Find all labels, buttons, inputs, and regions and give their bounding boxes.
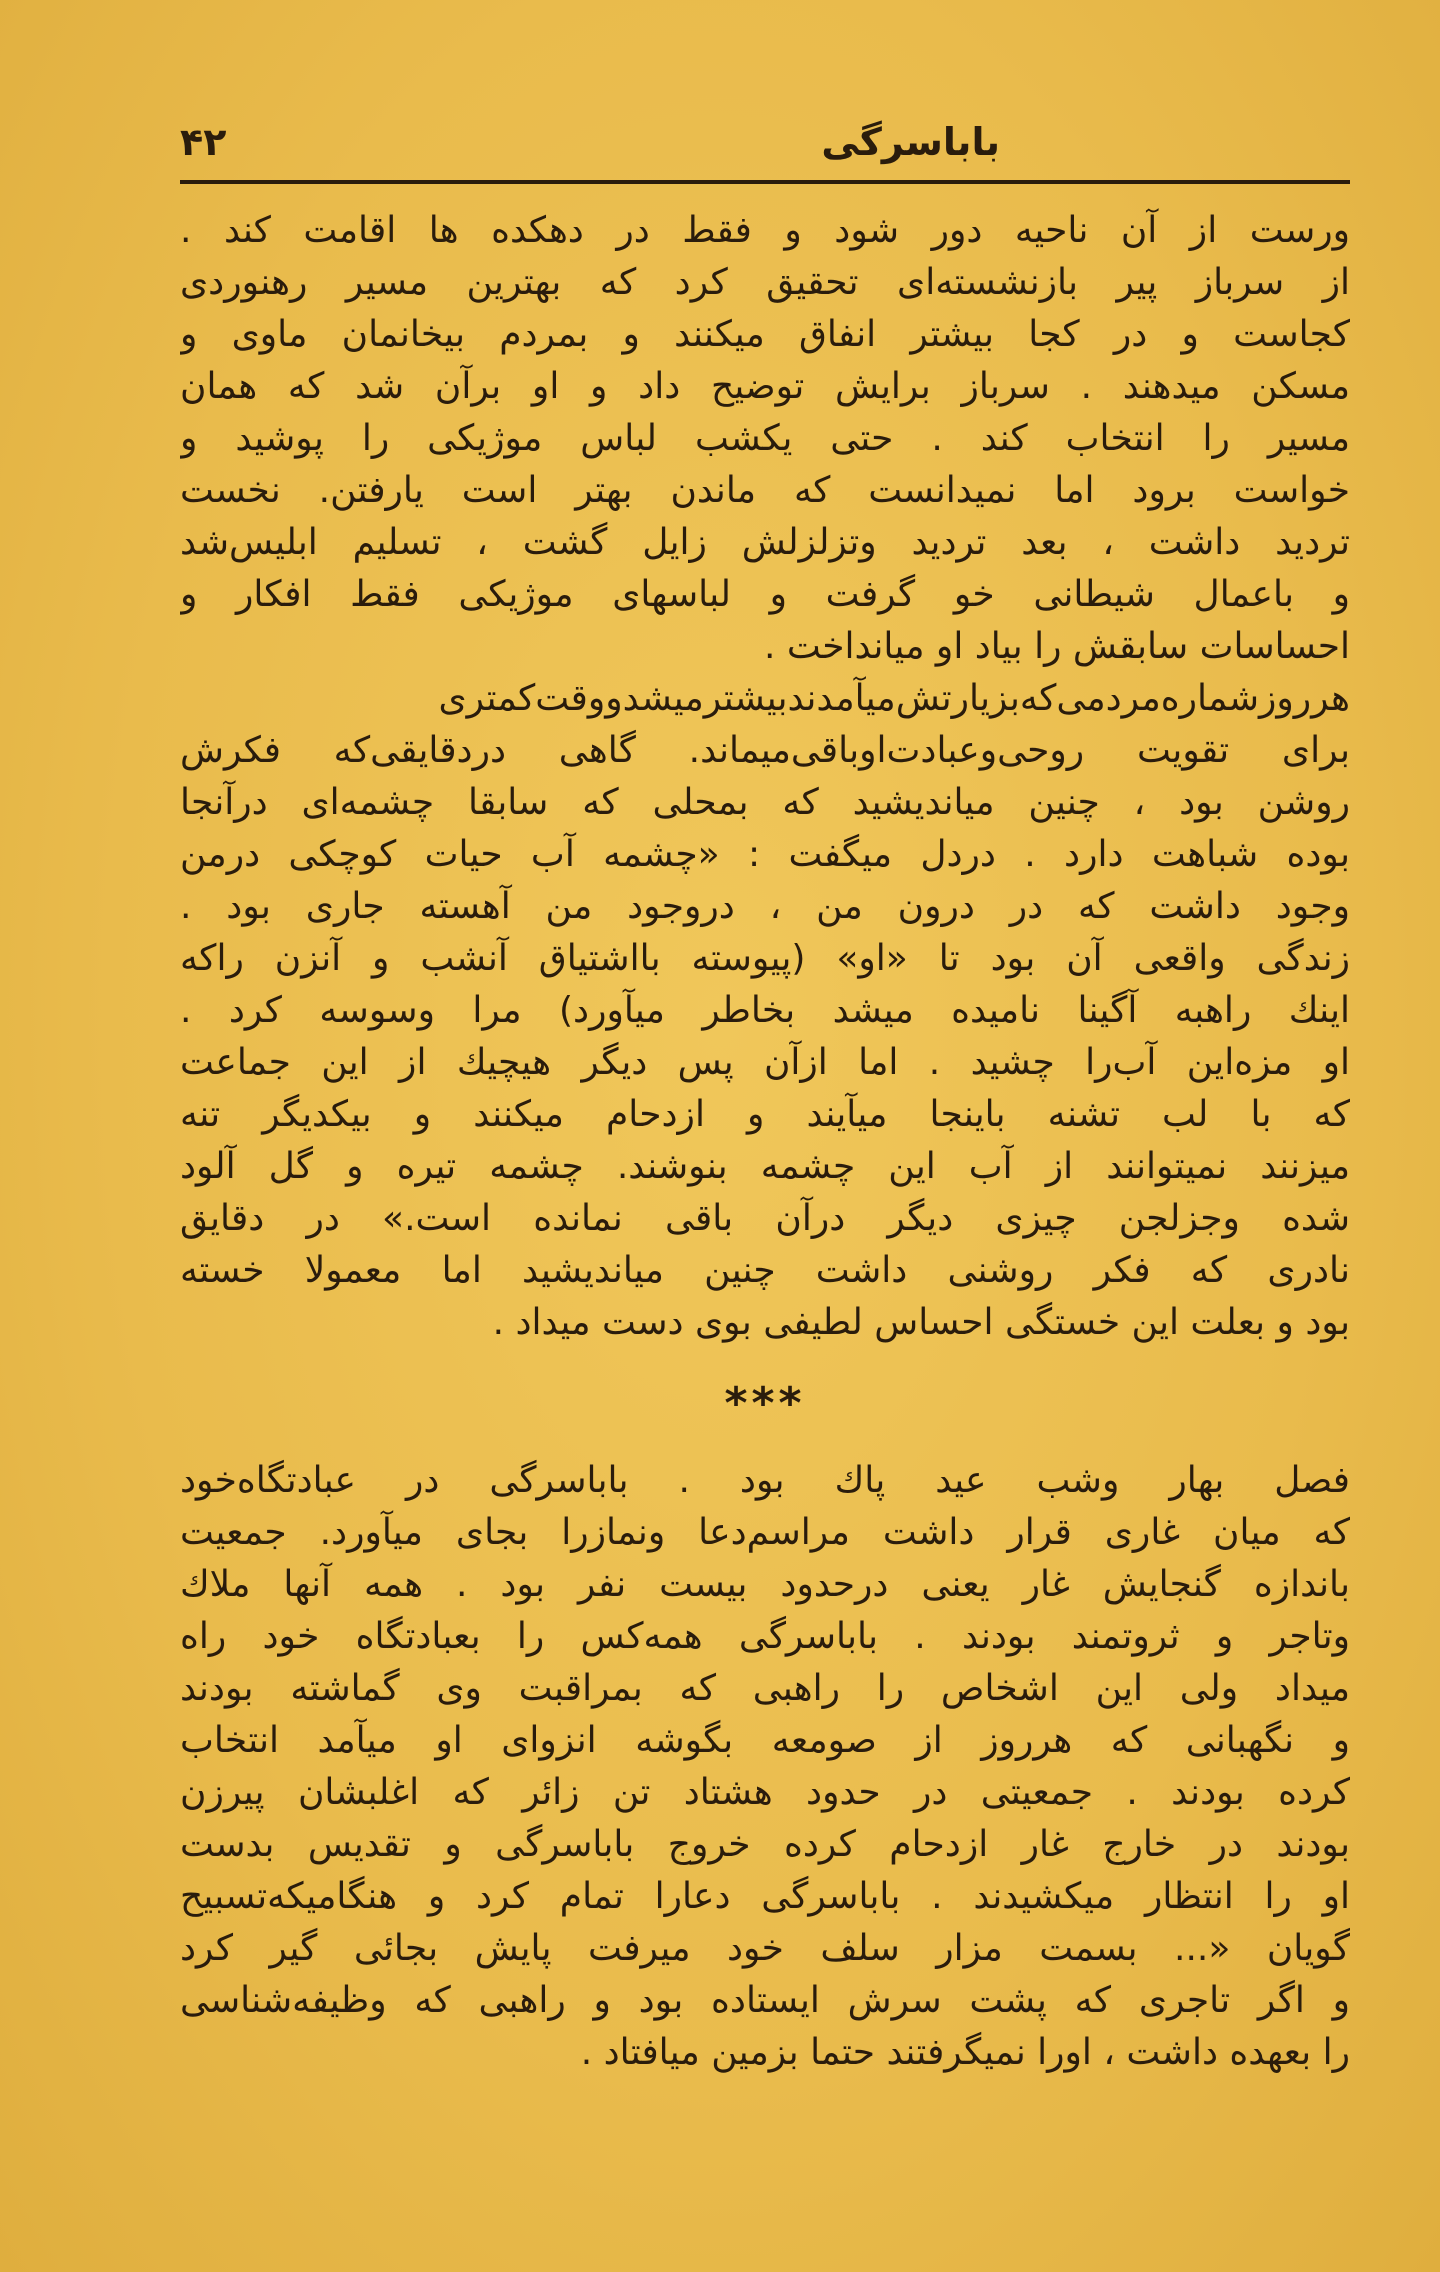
text-line: میزنند نمیتوانند از آب این چشمه بنوشند. چشمه تیره و گل آلود (180, 1146, 1350, 1187)
text-line: کرده بودند . جمعیتی در حدود هشتاد تن زائر که اغلبشان پیرزن (180, 1772, 1350, 1813)
text-line: میداد ولی این اشخاص را راهبی که بمراقبت وی گماشته بودند (180, 1668, 1350, 1709)
text-line: بود و بعلت این خستگی احساس لطیفی بوی دست میداد . (492, 1302, 1350, 1343)
text-line: که با لب تشنه باینجا میآیند و ازدحام میکنند و بیکدیگر تنه (180, 1094, 1350, 1135)
text-line: مسکن میدهند . سرباز برایش توضیح داد و او برآن شد که همان (180, 366, 1350, 407)
text-line: بوده شباهت دارد . دردل میگفت : «چشمه آب حیات کوچکی درمن (180, 834, 1350, 875)
page-header (180, 118, 1350, 178)
text-line: و اگر تاجری که پشت سرش ایستاده بود و راهبی که وظیفه‌شناسی (180, 1980, 1350, 2021)
text-line: زندگی واقعی آن بود تا «او» (پیوسته بااشتیاق آنشب و آنزن راکه (180, 938, 1350, 979)
text-line: و باعمال شیطانی خو گرفت و لباسهای موژیکی فقط افکار و (180, 574, 1350, 615)
text-line: وجود داشت که در درون من ، دروجود من آهسته جاری بود . (180, 886, 1350, 927)
text-line: را بعهده داشت ، اورا نمیگرفتند حتما بزمین میافتاد . (580, 2032, 1350, 2073)
page-body (180, 205, 1350, 2079)
text-line: هرروزشماره‌مردمی‌که‌بزیارتش‌میآمدند‌بیشترمیشدو‌وقت‌کمتری (438, 678, 1350, 719)
text-line: وتاجر و ثروتمند بودند . باباسرگی همه‌کس را بعبادتگاه خود راه (180, 1616, 1350, 1657)
text-line: که میان غاری قرار داشت مراسم‌دعا ونمازرا بجای میآورد. جمعیت (180, 1512, 1350, 1553)
text-line: باندازه گنجایش غار یعنی درحدود بیست نفر بود . همه آنها ملاك (180, 1564, 1350, 1605)
text-line: شده وجزلجن چیزی دیگر درآن باقی نمانده است.» در دقایق (180, 1198, 1350, 1239)
text-line: بودند در خارج غار ازدحام کرده خروج باباسرگی و تقدیس بدست (180, 1824, 1350, 1865)
text-line: او را انتظار میکشیدند . باباسرگی دعارا تمام کرد و هنگامیکه‌تسبیح (180, 1876, 1350, 1917)
text-line: روشن بود ، چنین میاندیشید که بمحلی که سابقا چشمه‌ای درآنجا (180, 782, 1350, 823)
text-line: احساسات سابقش را بیاد او میانداخت . (763, 626, 1350, 667)
text-line: خواست برود اما نمیدانست که ماندن بهتر است یارفتن. نخست (180, 470, 1350, 511)
header-rule (180, 180, 1350, 184)
paragraph-2 (180, 673, 1350, 1349)
text-line: و نگهبانی که هرروز از صومعه بگوشه انزوای او میآمد انتخاب (180, 1720, 1350, 1761)
page-number: ۴۲ (180, 120, 227, 164)
text-line: اینك راهبه آگینا نامیده میشد بخاطر میآورد) مرا وسوسه کرد . (180, 990, 1350, 1031)
paragraph-1 (180, 205, 1350, 673)
text-line: برای تقویت روحی‌وعبادت‌اوباقی‌میماند. گاهی دردقایقی‌که فکرش (180, 730, 1350, 771)
text-line: تردید داشت ، بعد تردید وتزلزلش زایل گشت ، تسلیم ابلیس‌شد (180, 522, 1350, 563)
text-line: گویان «... بسمت مزار سلف خود میرفت پایش بجائی گیر کرد (180, 1928, 1350, 1969)
running-title: باباسرگی (821, 120, 1000, 164)
text-line: مسیر را انتخاب کند . حتی یکشب لباس موژیکی را پوشید و (180, 418, 1350, 459)
text-line: ورست از آن ناحیه دور شود و فقط در دهکده ها اقامت کند . (180, 210, 1350, 251)
paragraph-3 (180, 1455, 1350, 2079)
text-line: او مزه‌این آب‌را چشید . اما ازآن پس دیگر هیچیك از این جماعت (180, 1042, 1350, 1083)
section-separator: *** (724, 1378, 806, 1429)
text-line: کجاست و در کجا بیشتر انفاق میکنند و بمردم بیخانمان ماوی و (180, 314, 1350, 355)
text-line: فصل بهار وشب عید پاك بود . باباسرگی در عبادتگاه‌خود (180, 1460, 1350, 1501)
text-line: نادری که فکر روشنی داشت چنین میاندیشید اما معمولا خسته (180, 1250, 1350, 1291)
text-line: از سرباز پیر بازنشسته‌ای تحقیق کرد که بهترین مسیر رهنوردی (180, 262, 1350, 303)
